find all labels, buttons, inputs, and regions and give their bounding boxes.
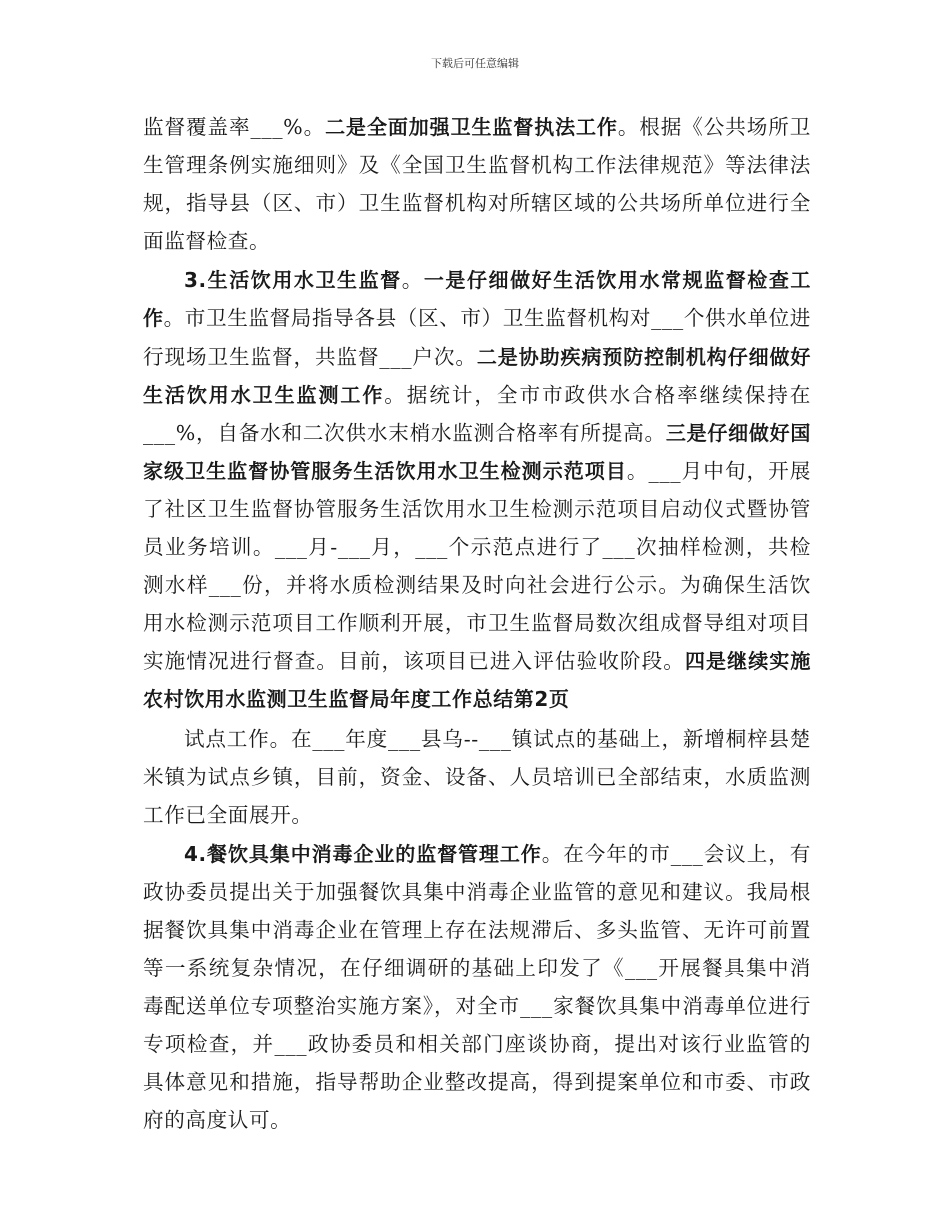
page-header-note: 下载后可任意编辑 (431, 57, 519, 70)
text-run: 。根据《公共场所卫生管理条例实施细则》及《全国卫生监督机构工作法律规范》等法律法规，指导县（区、市）卫生监督机构对所辖区域的公共场所单位进行全面监督检查。 (143, 115, 811, 254)
text-run-bold: 4.餐饮具集中消毒企业的监督管理工作 (184, 841, 542, 866)
paragraph-2 (143, 261, 811, 718)
text-run: 监督覆盖率___%。 (143, 115, 326, 139)
text-run: 。 (401, 268, 424, 293)
text-run-bold: 二是全面加强卫生监督执法工作 (325, 115, 618, 139)
paragraph-1 (143, 108, 811, 260)
paragraph-3 (143, 720, 811, 834)
paragraph-4 (143, 835, 811, 1140)
text-run: 。在今年的市___会议上，有政协委员提出关于加强餐饮具集中消毒企业监管的意见和建议。我局根据餐饮具集中消毒企业在管理上存在法规滞后、多头监管、无许可前置等一系统复杂情况，在仔细调研的基础上印发了《___开展餐具集中消毒配送单位专项整治实施方案》，对全市___家餐饮具集中消毒单位进行专项检查，并___政协委员和相关部门座谈协商，提出对该行业监管的具体意见和措施，指导帮助企业整改提高，得到提案单位和市委、市政府的高度认可。 (143, 841, 811, 1133)
text-run-bold: 3.生活饮用水卫生监督 (184, 268, 402, 293)
text-run: 。___月中旬，开展了社区卫生监督协管服务生活饮用水卫生检测示范项目启动仪式暨协管员业务培训。___月-___月，___个示范点进行了___次抽样检测，共检测水样___份，并将水质检测结果及时向社会进行公示。为确保生活饮用水检测示范项目工作顺利开展，市卫生监督局数次组成督导组对项目实施情况进行督查。目前，该项目已进入评估验收阶段。 (143, 458, 811, 674)
text-run: 试点工作。在___年度___县乌--___镇试点的基础上，新增桐梓县楚米镇为试点乡镇，目前，资金、设备、人员培训已全部结束，水质监测工作已全面展开。 (143, 726, 811, 827)
text-run: 。市卫生监督局指导各县（区、市）卫生监督机构对___个供水单位进行现场卫生监督，共监督___户次。 (143, 306, 811, 369)
text-run-bold: 一是仔细做好生活饮用水常规监督检查工作 (143, 268, 811, 331)
text-run-bold: 二是协助疾病预防控制机构仔细做好生活饮用水卫生监测工作 (143, 344, 811, 407)
document-body (143, 108, 811, 1141)
text-run-bold: 三是仔细做好国家级卫生监督协管服务生活饮用水卫生检测示范项目 (143, 420, 811, 483)
text-run: 。据统计，全市市政供水合格率继续保持在___%，自备水和二次供水末梢水监测合格率有所提高。 (143, 382, 811, 445)
text-run-bold: 四是继续实施农村饮用水监测卫生监督局年度工作总结第2页 (143, 649, 811, 712)
